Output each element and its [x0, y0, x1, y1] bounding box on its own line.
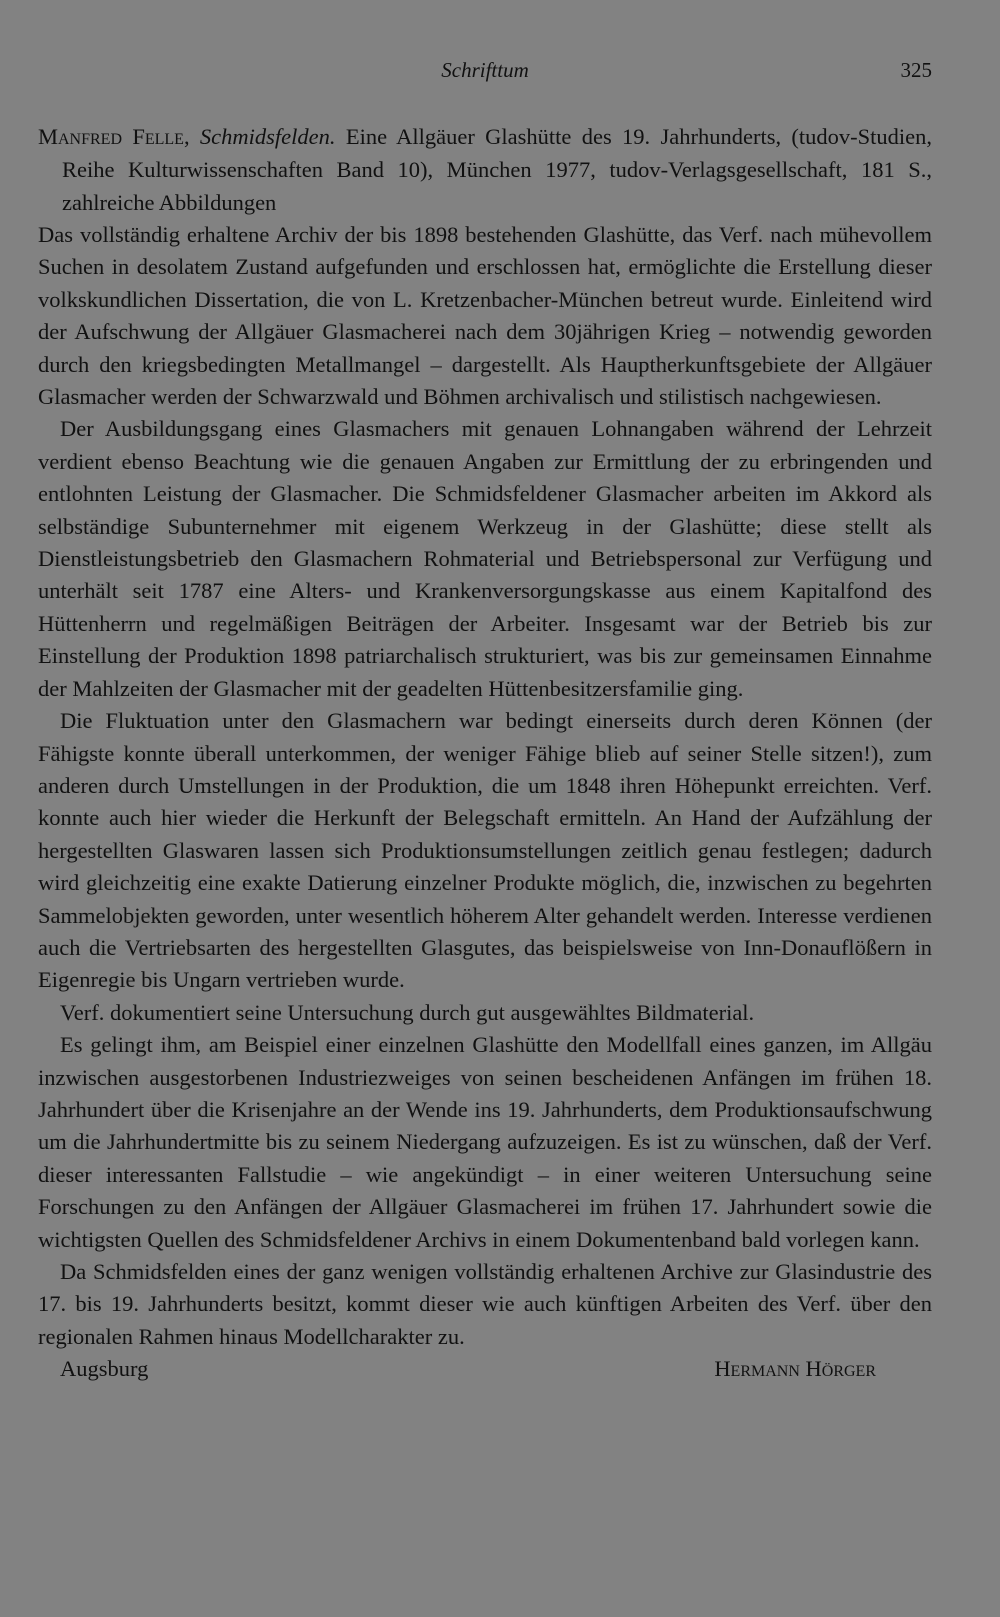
- paragraph: Verf. dokumentiert seine Untersuchung durch gut ausgewähltes Bildmaterial.: [60, 999, 755, 1025]
- citation-author: Manfred Felle,: [38, 124, 190, 149]
- page-number: 325: [900, 58, 932, 82]
- paragraph: Der Ausbildungsgang eines Glasmachers mit genauen Lohnangaben während der Lehrzeit verdient ebenso Beachtung wie die genauen Angaben zur Ermittlung der zu erbringenden und entlohnten Leistung der Glasmacher. Die Schmidsfeldener Glasmacher arbeiten im Akkord als selbständige Subunternehmer mit eigenem Werkzeug in der Glashütte; diese stellt als Dienstleistungsbetrieb den Glasmachern Rohmaterial und Betriebspersonal zur Verfügung und unterhält seit 1787 eine Alters- und Krankenversorgungskasse aus einem Kapitalfond des Hüttenherrn und regelmäßigen Beiträgen der Arbeiter. Insgesamt war der Betrieb bis zur Einstellung der Produktion 1898 patriarchalisch strukturiert, was bis zur gemeinsamen Einnahme der Mahlzeiten der Glasmacher mit der geadelten Hüttenbesitzersfamilie ging.: [38, 416, 932, 701]
- signature-line: [38, 1353, 932, 1387]
- running-head: [38, 52, 932, 92]
- book-citation: [38, 120, 932, 219]
- citation-details: Eine Allgäuer Glashütte des 19. Jahrhunderts, (tudov-Studien, Reihe Kulturwissenschaften Band 10), München 1977, tudov-Verlagsgesellschaft, 181 S., zahlreiche Abbildungen: [62, 124, 933, 215]
- citation-title: Schmidsfelden.: [199, 124, 336, 149]
- reviewer-name: Hermann Hörger: [714, 1356, 876, 1382]
- paragraph: Die Fluktuation unter den Glasmachern war bedingt einerseits durch deren Können (der Fähigste konnte überall unterkommen, der weniger Fähige blieb auf seiner Stelle sitzen!), zum anderen durch Umstellungen in der Produktion, die um 1848 ihren Höhepunkt erreichten. Verf. konnte auch hier wieder die Herkunft der Belegschaft ermitteln. An Hand der Aufzählung der hergestellten Glaswaren lassen sich Produktionsumstellungen zeitlich genau festlegen; dadurch wird gleichzeitig eine exakte Datierung einzelner Produkte möglich, die, inzwischen zu begehrten Sammelobjekten geworden, unter wesentlich höherem Alter gehandelt werden. Interesse verdienen auch die Vertriebsarten des hergestellten Glasgutes, das beispielsweise von Inn-Donauflößern in Eigenregie bis Ungarn vertrieben wurde.: [38, 708, 932, 993]
- running-title: Schrifttum: [441, 58, 529, 82]
- signature-place: Augsburg: [60, 1356, 149, 1382]
- document-page: [38, 52, 932, 1387]
- paragraph: Es gelingt ihm, am Beispiel einer einzelnen Glashütte den Modellfall eines ganzen, im Allgäu inzwischen ausgestorbenen Industriezweiges von seinen bescheidenen Anfängen im frühen 18. Jahrhundert über die Krisenjahre an der Wende ins 19. Jahrhunderts, dem Produktionsaufschwung um die Jahrhundertmitte bis zu seinem Niedergang aufzuzeigen. Es ist zu wünschen, daß der Verf. dieser interessanten Fallstudie – wie angekündigt – in einer weiteren Untersuchung seine Forschungen zu den Anfängen der Allgäuer Glasmacherei im frühen 17. Jahrhundert sowie die wichtigsten Quellen des Schmidsfeldener Archivs in einem Dokumentenband bald vorlegen kann.: [38, 1032, 932, 1252]
- paragraph: Da Schmidsfelden eines der ganz wenigen vollständig erhaltenen Archive zur Glasindustrie des 17. bis 19. Jahrhunderts besitzt, kommt dieser wie auch künftigen Arbeiten des Verf. über den regionalen Rahmen hinaus Modellcharakter zu.: [38, 1259, 932, 1349]
- paragraph: Das vollständig erhaltene Archiv der bis 1898 bestehenden Glashütte, das Verf. nach mühevollem Suchen in desolatem Zustand aufgefunden und erschlossen hat, ermöglichte die Erstellung dieser volkskundlichen Dissertation, die von L. Kretzenbacher-München betreut wurde. Einleitend wird der Aufschwung der Allgäuer Glasmacherei nach dem 30jährigen Krieg – notwendig geworden durch den kriegsbedingten Metallmangel – dargestellt. Als Hauptherkunftsgebiete der Allgäuer Glasmacher werden der Schwarzwald und Böhmen archivalisch und stilistisch nachgewiesen.: [38, 222, 932, 410]
- review-body: [38, 219, 932, 1353]
